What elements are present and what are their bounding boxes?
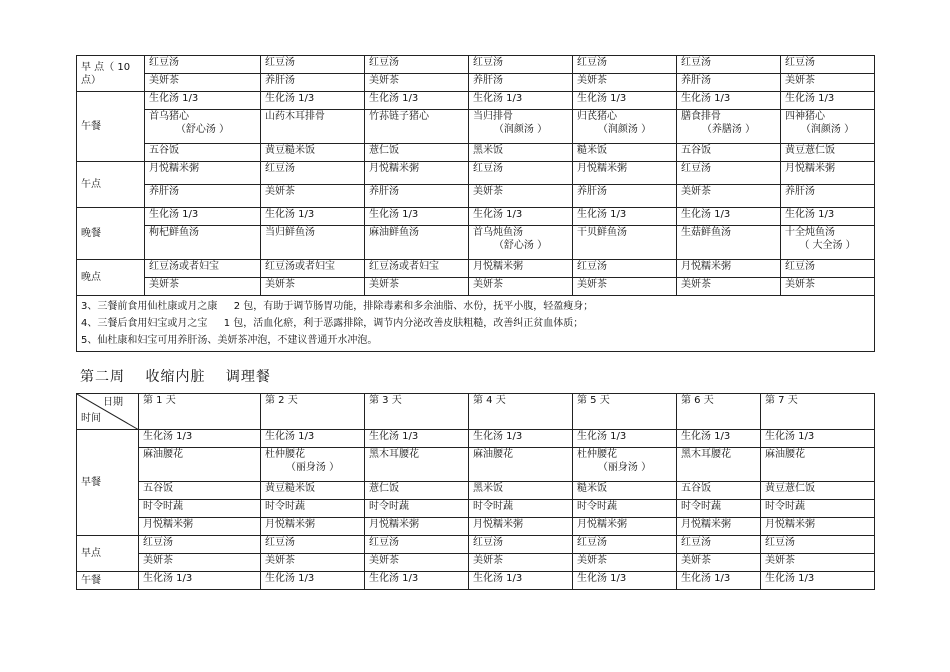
meal-cell (145, 110, 261, 144)
meal-cell: 美妍茶 (469, 554, 573, 572)
meal-cell (261, 226, 365, 260)
meal-cell (365, 226, 469, 260)
dish-note: （舒心汤 ） (493, 240, 548, 251)
meal-cell: 月悦糯米粥 (781, 162, 875, 185)
dish-name: 首乌猪心 (149, 111, 189, 122)
meal-cell: 养肝汤 (145, 185, 261, 208)
meal-cell: 月悦糯米粥 (761, 518, 875, 536)
table-row (77, 56, 875, 74)
dish-name: 杜仲腰花 (577, 449, 617, 460)
meal-cell: 糙米饭 (573, 482, 677, 500)
meal-cell: 时令时蔬 (261, 500, 365, 518)
meal-cell: 月悦糯米粥 (677, 260, 781, 278)
meal-cell (573, 448, 677, 482)
meal-cell: 美妍茶 (677, 554, 761, 572)
meal-cell: 五谷饭 (677, 144, 781, 162)
dish-name: 四神猪心 (785, 111, 825, 122)
day-header: 第 6 天 (677, 394, 761, 430)
dish-name: 麻油腰花 (765, 449, 805, 460)
meal-cell (365, 110, 469, 144)
meal-cell: 月悦糯米粥 (145, 162, 261, 185)
table-row (77, 74, 875, 92)
meal-cell: 生化汤 1/3 (677, 572, 761, 590)
meal-cell: 红豆汤 (469, 536, 573, 554)
meal-cell: 时令时蔬 (139, 500, 261, 518)
meal-cell: 月悦糯米粥 (677, 518, 761, 536)
meal-cell: 生化汤 1/3 (261, 208, 365, 226)
table-row (77, 92, 875, 110)
meal-cell: 生化汤 1/3 (145, 208, 261, 226)
meal-cell: 生化汤 1/3 (261, 572, 365, 590)
dish-note: （舒心汤 ） (175, 124, 230, 135)
table-row (77, 226, 875, 260)
table-row (77, 536, 875, 554)
meal-cell (677, 448, 761, 482)
row-label-zaodian: 早点 (77, 536, 139, 572)
meal-cell: 生化汤 1/3 (145, 92, 261, 110)
meal-cell: 美妍茶 (573, 74, 677, 92)
meal-cell: 生化汤 1/3 (781, 208, 875, 226)
meal-cell: 红豆汤 (573, 536, 677, 554)
dish-name: 黑木耳腰花 (681, 449, 731, 460)
table-row (77, 518, 875, 536)
meal-cell: 养肝汤 (261, 74, 365, 92)
meal-cell: 月悦糯米粥 (365, 162, 469, 185)
meal-cell: 红豆汤 (677, 162, 781, 185)
table-row (77, 554, 875, 572)
meal-cell (573, 110, 677, 144)
meal-cell: 黄豆薏仁饭 (781, 144, 875, 162)
table-row (77, 208, 875, 226)
table-row (77, 500, 875, 518)
meal-cell: 生化汤 1/3 (573, 572, 677, 590)
meal-cell (469, 226, 573, 260)
table-row (77, 482, 875, 500)
meal-cell: 生化汤 1/3 (469, 92, 573, 110)
dish-name: 当归鲜鱼汤 (265, 227, 315, 238)
dish-name: 麻油腰花 (143, 449, 183, 460)
meal-cell (145, 226, 261, 260)
day-header: 第 4 天 (469, 394, 573, 430)
notes-cell (77, 296, 875, 352)
meal-cell: 生化汤 1/3 (573, 208, 677, 226)
meal-cell (261, 110, 365, 144)
table-row (77, 260, 875, 278)
row-label-part: 点） (81, 74, 101, 86)
meal-cell: 红豆汤或者妇宝 (145, 260, 261, 278)
meal-cell: 生化汤 1/3 (469, 208, 573, 226)
dish-name: 枸杞鲜鱼汤 (149, 227, 199, 238)
meal-cell: 薏仁饭 (365, 144, 469, 162)
meal-cell: 生化汤 1/3 (761, 430, 875, 448)
meal-cell: 时令时蔬 (677, 500, 761, 518)
meal-cell: 美妍茶 (469, 278, 573, 296)
meal-cell: 美妍茶 (677, 278, 781, 296)
meal-cell: 月悦糯米粥 (573, 518, 677, 536)
meal-cell (139, 448, 261, 482)
meal-cell (469, 448, 573, 482)
meal-cell: 黄豆薏仁饭 (761, 482, 875, 500)
day-header: 第 3 天 (365, 394, 469, 430)
row-label-wancan: 晚餐 (77, 208, 145, 260)
meal-cell: 红豆汤 (261, 162, 365, 185)
table-row (77, 296, 875, 352)
meal-cell: 养肝汤 (677, 74, 781, 92)
meal-cell: 月悦糯米粥 (469, 518, 573, 536)
note-line: 3、三餐前食用仙杜康或月之康 2 包，有助于调节肠胃功能，排除毒素和多余油脂、水份，抚平小腹，轻盈瘦身； (81, 301, 594, 312)
meal-cell: 美妍茶 (145, 278, 261, 296)
meal-cell: 美妍茶 (781, 278, 875, 296)
meal-cell: 美妍茶 (261, 185, 365, 208)
meal-cell: 黄豆糙米饭 (261, 144, 365, 162)
meal-cell (677, 226, 781, 260)
meal-cell: 养肝汤 (573, 185, 677, 208)
meal-cell: 糙米饭 (573, 144, 677, 162)
meal-cell: 月悦糯米粥 (365, 518, 469, 536)
meal-cell: 美妍茶 (145, 74, 261, 92)
meal-cell (761, 448, 875, 482)
meal-cell: 美妍茶 (677, 185, 781, 208)
meal-cell (781, 226, 875, 260)
meal-cell: 时令时蔬 (761, 500, 875, 518)
meal-cell (365, 448, 469, 482)
table-header-row (77, 394, 875, 430)
meal-cell: 红豆汤 (573, 56, 677, 74)
table-row (77, 162, 875, 185)
dish-name: 麻油腰花 (473, 449, 513, 460)
meal-cell: 黑米饭 (469, 144, 573, 162)
day-header: 第 2 天 (261, 394, 365, 430)
dish-note: （丽身汤 ） (597, 462, 652, 473)
meal-cell: 红豆汤 (469, 162, 573, 185)
meal-cell: 红豆汤 (145, 56, 261, 74)
meal-cell: 生化汤 1/3 (573, 430, 677, 448)
meal-cell: 美妍茶 (469, 185, 573, 208)
meal-cell: 月悦糯米粥 (573, 162, 677, 185)
meal-cell: 美妍茶 (573, 278, 677, 296)
meal-cell: 养肝汤 (781, 185, 875, 208)
meal-cell: 生化汤 1/3 (573, 92, 677, 110)
row-label-wucan: 午餐 (77, 572, 139, 590)
dish-note: （润颜汤 ） (597, 124, 652, 135)
meal-cell: 月悦糯米粥 (139, 518, 261, 536)
dish-name: 杜仲腰花 (265, 449, 305, 460)
meal-cell: 红豆汤 (677, 536, 761, 554)
meal-cell: 月悦糯米粥 (261, 518, 365, 536)
meal-cell: 生化汤 1/3 (139, 572, 261, 590)
week2-meal-table (76, 393, 875, 590)
meal-cell: 红豆汤 (573, 260, 677, 278)
meal-cell: 黄豆糙米饭 (261, 482, 365, 500)
meal-cell: 生化汤 1/3 (761, 572, 875, 590)
meal-cell: 五谷饭 (677, 482, 761, 500)
date-label: 日期 (103, 397, 123, 408)
dish-note: （润颜汤 ） (800, 124, 855, 135)
meal-cell: 美妍茶 (761, 554, 875, 572)
meal-cell: 养肝汤 (469, 74, 573, 92)
meal-cell: 红豆汤 (469, 56, 573, 74)
week1-meal-table (76, 55, 875, 352)
meal-cell: 五谷饭 (145, 144, 261, 162)
meal-cell: 五谷饭 (139, 482, 261, 500)
dish-note: （ 大全汤 ） (799, 240, 856, 251)
meal-cell: 生化汤 1/3 (781, 92, 875, 110)
dish-note: （养膳汤 ） (701, 124, 756, 135)
meal-cell: 时令时蔬 (365, 500, 469, 518)
dish-name: 归芪猪心 (577, 111, 617, 122)
table-row (77, 572, 875, 590)
dish-name: 十全炖鱼汤 (785, 227, 835, 238)
row-label-zaodian (77, 56, 145, 92)
dish-name: 黑木耳腰花 (369, 449, 419, 460)
meal-cell: 红豆汤 (781, 56, 875, 74)
row-label-zaocan: 早餐 (77, 430, 139, 536)
table-row (77, 185, 875, 208)
meal-cell: 生化汤 1/3 (261, 92, 365, 110)
meal-cell: 红豆汤 (761, 536, 875, 554)
table-row (77, 448, 875, 482)
meal-cell (677, 110, 781, 144)
meal-cell (781, 110, 875, 144)
meal-cell: 生化汤 1/3 (365, 572, 469, 590)
day-header: 第 1 天 (139, 394, 261, 430)
note-line: 5、仙杜康和妇宝可用养肝汤、美妍茶冲泡，不建议普通开水冲泡。 (81, 335, 378, 346)
meal-cell: 黑米饭 (469, 482, 573, 500)
dish-name: 当归排骨 (473, 111, 513, 122)
meal-cell: 红豆汤 (365, 536, 469, 554)
table-row (77, 110, 875, 144)
meal-cell (573, 226, 677, 260)
table-row (77, 144, 875, 162)
dish-name: 山药木耳排骨 (265, 111, 325, 122)
meal-cell: 生化汤 1/3 (677, 430, 761, 448)
meal-cell: 红豆汤 (261, 56, 365, 74)
meal-cell: 美妍茶 (573, 554, 677, 572)
note-line: 4、三餐后食用妇宝或月之宝 1 包，活血化瘀，利于恶露排除，调节内分泌改善皮肤粗糙，改善纠正贫血体质； (81, 318, 584, 329)
meal-cell: 红豆汤或者妇宝 (365, 260, 469, 278)
dish-name: 麻油鲜鱼汤 (369, 227, 419, 238)
meal-cell: 美妍茶 (365, 74, 469, 92)
dish-note: （润颜汤 ） (493, 124, 548, 135)
dish-note: （丽身汤 ） (285, 462, 340, 473)
dish-name: 膳食排骨 (681, 111, 721, 122)
meal-cell: 生化汤 1/3 (677, 208, 781, 226)
row-label-wandian: 晚点 (77, 260, 145, 296)
meal-cell: 美妍茶 (261, 554, 365, 572)
meal-cell: 美妍茶 (365, 554, 469, 572)
meal-cell: 美妍茶 (261, 278, 365, 296)
meal-cell: 生化汤 1/3 (365, 430, 469, 448)
dish-name: 竹荪链子猪心 (369, 111, 429, 122)
meal-cell: 生化汤 1/3 (139, 430, 261, 448)
dish-name: 干贝鲜鱼汤 (577, 227, 627, 238)
meal-cell (261, 448, 365, 482)
meal-cell: 美妍茶 (139, 554, 261, 572)
meal-cell: 薏仁饭 (365, 482, 469, 500)
meal-cell (469, 110, 573, 144)
meal-cell: 生化汤 1/3 (261, 430, 365, 448)
time-label: 时间 (81, 413, 101, 424)
table-row (77, 278, 875, 296)
dish-name: 生菇鲜鱼汤 (681, 227, 731, 238)
meal-cell: 生化汤 1/3 (365, 92, 469, 110)
meal-cell: 生化汤 1/3 (469, 430, 573, 448)
date-time-corner-cell (77, 394, 139, 430)
dish-name: 首乌炖鱼汤 (473, 227, 523, 238)
meal-cell: 美妍茶 (365, 278, 469, 296)
meal-cell: 时令时蔬 (573, 500, 677, 518)
meal-cell: 时令时蔬 (469, 500, 573, 518)
meal-cell: 生化汤 1/3 (469, 572, 573, 590)
meal-cell: 美妍茶 (781, 74, 875, 92)
table-row (77, 430, 875, 448)
row-label-wudian: 午点 (77, 162, 145, 208)
meal-cell: 红豆汤 (365, 56, 469, 74)
meal-cell: 红豆汤 (139, 536, 261, 554)
day-header: 第 7 天 (761, 394, 875, 430)
meal-cell: 红豆汤 (781, 260, 875, 278)
row-label-part: 早 点（ 10 (81, 61, 131, 73)
section-title: 第二周 收缩内脏 调理餐 (80, 369, 271, 385)
meal-cell: 生化汤 1/3 (365, 208, 469, 226)
meal-cell: 生化汤 1/3 (677, 92, 781, 110)
meal-cell: 养肝汤 (365, 185, 469, 208)
row-label-wucan: 午餐 (77, 92, 145, 162)
meal-cell: 月悦糯米粥 (469, 260, 573, 278)
meal-cell: 红豆汤或者妇宝 (261, 260, 365, 278)
meal-cell: 红豆汤 (261, 536, 365, 554)
day-header: 第 5 天 (573, 394, 677, 430)
meal-cell: 红豆汤 (677, 56, 781, 74)
